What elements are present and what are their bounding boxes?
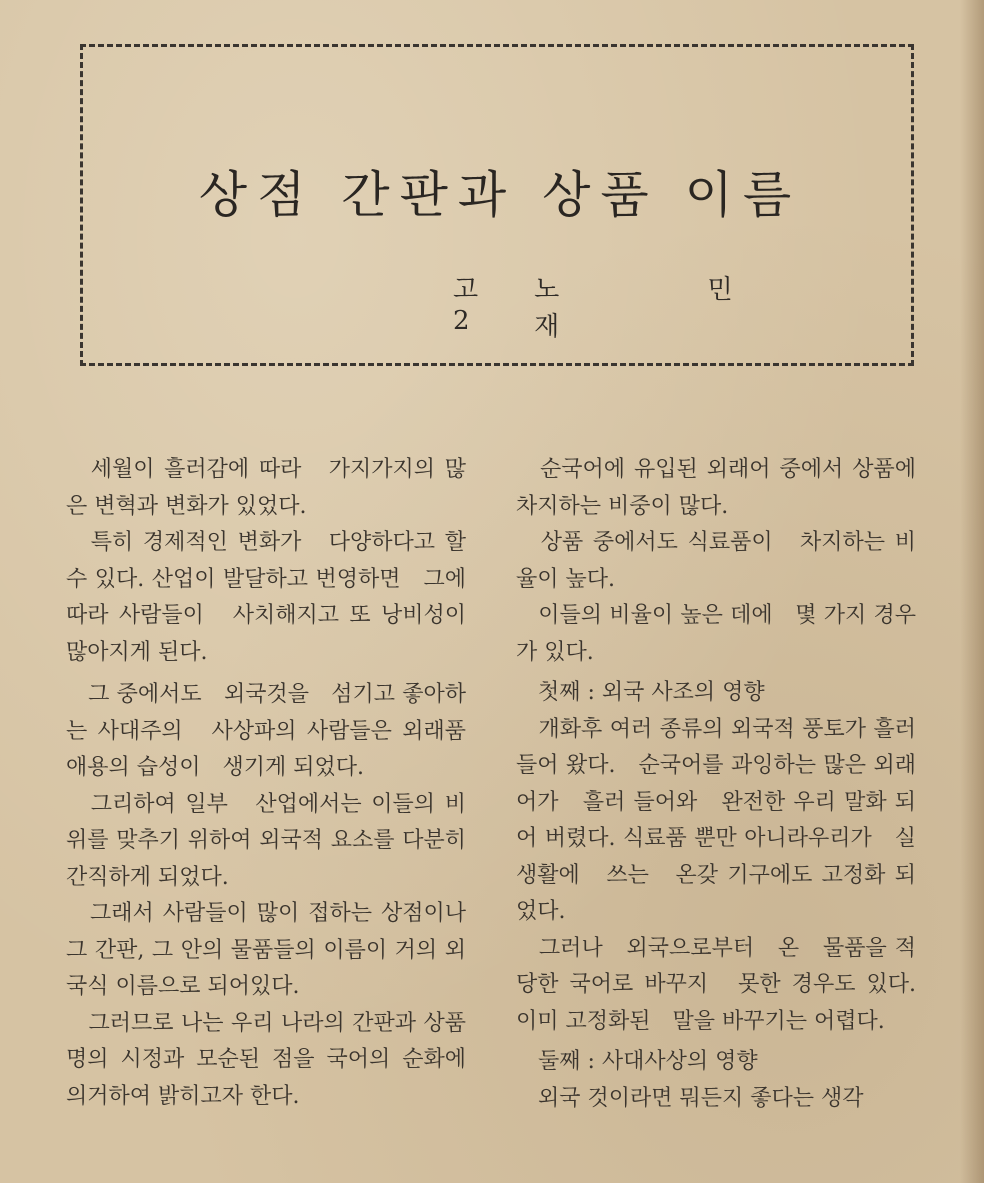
section-heading: 첫째 : 외국 사조의 영향 bbox=[516, 680, 765, 705]
paragraph: 그리하여 일부 산업에서는 이들의 비위를 맞추기 위하여 외국적 요소를 다분히 간직하게 되었다. bbox=[66, 791, 466, 890]
paragraph: 그 중에서도 외국것을 섬기고 좋아하는 사대주의 사상파의 사람들은 외래품 애용의 습성이 생기게 되었다. bbox=[66, 682, 489, 780]
byline bbox=[453, 269, 873, 343]
paragraph: 그러므로 나는 우리 나라의 간판과 상품명의 시정과 모순된 점을 국어의 순화에 의거하여 밝히고자 한다. bbox=[66, 1010, 489, 1109]
paragraph: 외국 것이라면 뭐든지 좋다는 생각 bbox=[516, 1085, 864, 1111]
left-column bbox=[66, 452, 489, 1115]
article-title: 상점 간판과 상품 이름 bbox=[198, 166, 802, 224]
paragraph: 이들의 비율이 높은 데에 몇 가지 경우가 있다. bbox=[516, 603, 916, 665]
paragraph: 세월이 흘러감에 따라 가지가지의 많은 변혁과 변화가 있었다. bbox=[66, 457, 466, 519]
paragraph: 그러나 외국으로부터 온 물품을 적당한 국어로 바꾸지 못한 경우도 있다. 이미 고정화된 말을 바꾸기는 어렵다. bbox=[516, 935, 916, 1034]
paragraph: 개화후 여러 종류의 외국적 풍토가 흘러 들어 왔다. 순국어를 과잉하는 많은 외래어가 흘러 들어와 완전한 우리 말화 되어 버렸다. 식료품 뿐만 아니라우리가 실생활에 쓰는 온갖 기구에도 고정화 되었다. bbox=[516, 716, 916, 924]
paragraph: 특히 경제적인 변화가 다양하다고 할 수 있다. 산업이 발달하고 번영하면 그에 따라 사람들이 사치해지고 또 낭비성이 많아지게 된다. bbox=[66, 530, 466, 665]
author-grade: 고2 bbox=[453, 275, 485, 336]
page-edge-shadow bbox=[960, 0, 984, 1183]
paragraph: 순국어에 유입된 외래어 중에서 상품에 차지하는 비중이 많다. bbox=[516, 457, 916, 519]
author-name: 노 민 재 bbox=[534, 275, 803, 342]
paragraph: 그래서 사람들이 많이 접하는 상점이나 그 간판, 그 안의 물품들의 이름이 거의 외국식 이름으로 되어있다. bbox=[66, 901, 466, 999]
right-column bbox=[516, 452, 916, 1117]
paragraph: 상품 중에서도 식료품이 차지하는 비율이 높다. bbox=[516, 530, 916, 592]
title-frame bbox=[80, 44, 914, 366]
section-heading: 둘째 : 사대사상의 영향 bbox=[516, 1049, 758, 1074]
